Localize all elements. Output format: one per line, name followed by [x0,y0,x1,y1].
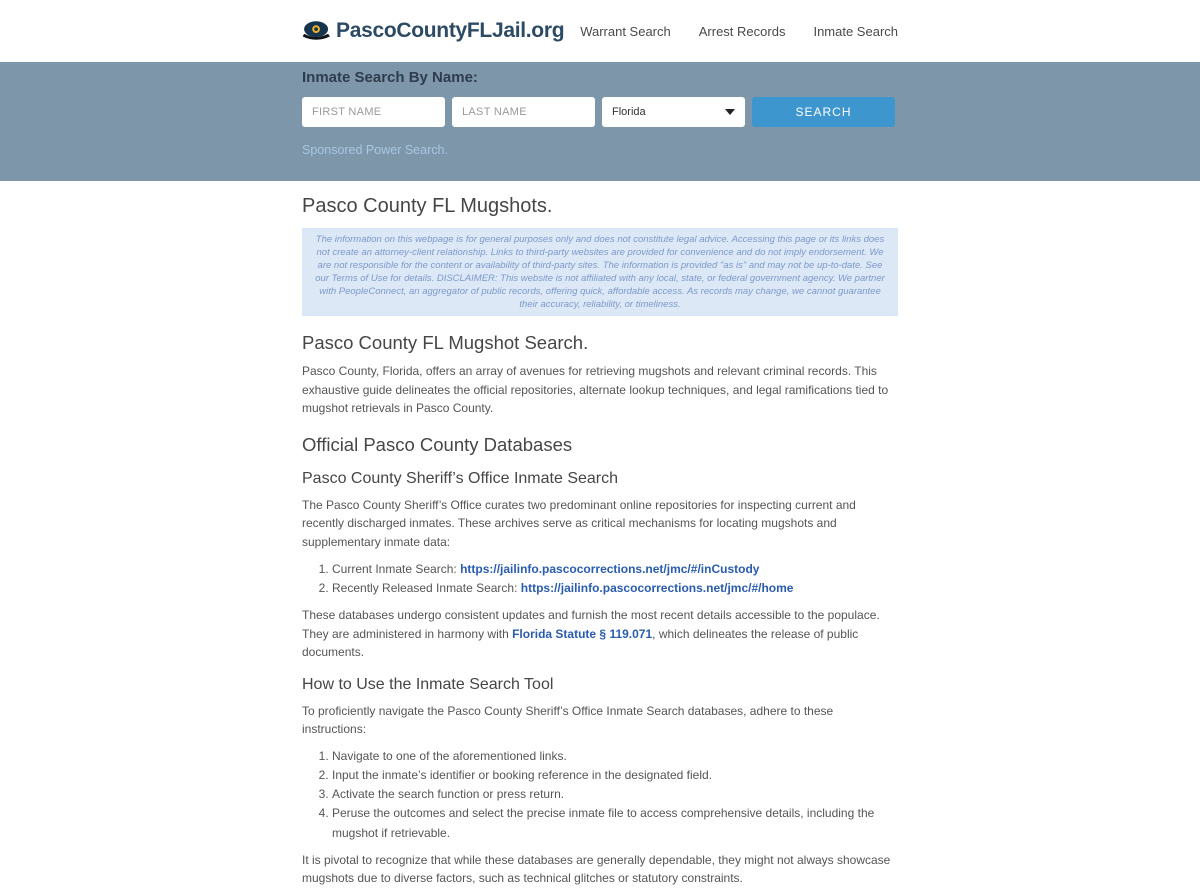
chevron-down-icon [725,109,735,115]
how-to-step-text: Navigate to one of the aforementioned links. [332,748,567,763]
florida-statute-link[interactable]: Florida Statute § 119.071 [512,626,653,641]
how-to-step-text: Activate the search function or press return. [332,787,565,802]
how-to-intro: To proficiently navigate the Pasco County Sheriff’s Office Inmate Search databases, adhere to these instructions: [302,703,834,737]
state-select-value: Florida [612,106,646,118]
first-name-input[interactable] [302,97,445,127]
sheriff-office-paragraph: The Pasco County Sheriff’s Office curates two predominant online repositories for inspecting current and recently discharged inmates. These archives serve as critical mechanisms for locating mugshots and supplementary inmate data: [302,497,856,549]
how-to-outro: It is pivotal to recognize that while these databases are generally dependable, they might not always showcase mugshots due to diverse factors, such as technical glitches or statutory constraints. [302,852,891,886]
inmate-search-panel [0,62,1200,181]
mugshot-search-heading: Pasco County FL Mugshot Search. [302,332,589,353]
nav-arrest-records[interactable]: Arrest Records [698,23,786,39]
state-select[interactable] [602,97,745,127]
how-to-step [332,785,898,804]
how-to-step-text: Peruse the outcomes and select the precise inmate file to access comprehensive details, including the mugshot if retrievable. [332,806,875,840]
database-link[interactable]: https://jailinfo.pascocorrections.net/jmc/#/inCustody [460,561,760,576]
search-form [302,97,898,127]
police-cap-icon [302,19,332,43]
last-name-input[interactable] [452,97,595,127]
top-header [0,0,1200,62]
main-nav [580,24,898,39]
how-to-heading: How to Use the Inmate Search Tool [302,675,554,693]
sheriff-office-subheading: Pasco County Sheriff’s Office Inmate Search [302,469,619,487]
search-panel-title: Inmate Search By Name: [302,69,478,86]
database-link[interactable]: https://jailinfo.pascocorrections.net/jmc/#/home [520,580,794,595]
search-button[interactable]: SEARCH [752,97,895,127]
statute-paragraph-prefix: These databases undergo consistent updates and furnish the most recent details accessible to the populace. They are administered in harmony with [302,607,880,641]
database-links-list [302,560,898,598]
disclaimer-box: The information on this webpage is for general purposes only and does not constitute legal advice. Accessing this page or its links does not create an attorney-client relationship. Links to third-party websites are provided for convenience and do not imply endorsement. We are not responsible for the content or availability of third-party sites. The information is provided "as is" and may not be up-to-date. See our Terms of Use for details. DISCLAIMER: This website is not affiliated with any local, state, or federal government agency. We partner with PeopleConnect, an aggregator of public records, offering quick, affordable access. As records may change, we cannot guarantee their accuracy, reliability, or timeliness. [302,228,898,316]
database-link-label: Recently Released Inmate Search: [332,580,521,595]
database-link-item [332,560,898,579]
mugshot-search-paragraph: Pasco County, Florida, offers an array of avenues for retrieving mugshots and relevant criminal records. This exhaustive guide delineates the official repositories, alternate lookup techniques, and legal ramifications tied to mugshot retrievals in Pasco County. [302,364,889,416]
sponsored-power-search-link[interactable]: Sponsored Power Search. [302,143,448,157]
how-to-step-text: Input the inmate’s identifier or booking reference in the designated field. [332,768,713,783]
site-logo[interactable] [302,19,564,43]
how-to-step [332,766,898,785]
database-link-item [332,579,898,598]
main-content [0,181,1200,888]
statute-paragraph-suffix: , which delineates the release of public documents. [302,626,859,660]
official-databases-heading: Official Pasco County Databases [302,433,573,455]
how-to-step [332,804,898,842]
page-title: Pasco County FL Mugshots. [302,195,553,217]
nav-warrant-search[interactable]: Warrant Search [580,23,671,39]
logo-text: PascoCountyFLJail.org [336,19,565,42]
how-to-step [332,747,898,766]
how-to-steps-list [302,747,898,843]
statute-paragraph [302,606,898,662]
nav-inmate-search[interactable]: Inmate Search [813,23,898,39]
database-link-label: Current Inmate Search: [332,561,461,576]
